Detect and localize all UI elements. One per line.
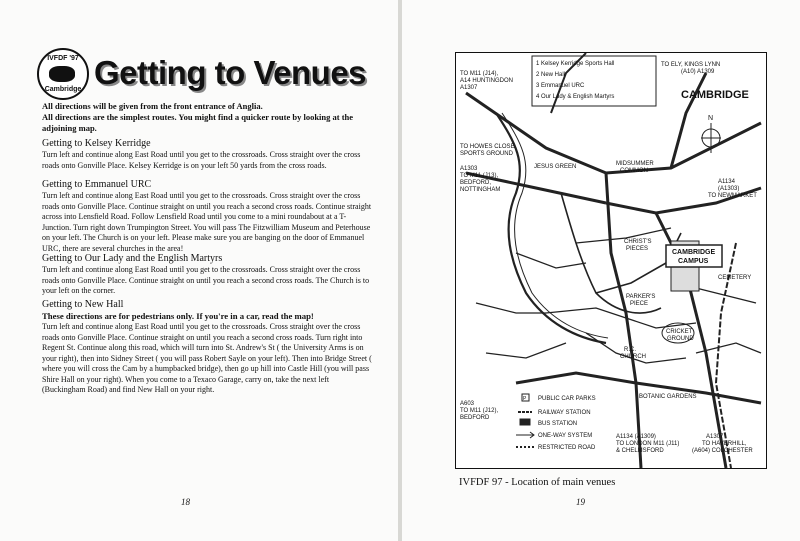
place-christs: CHRIST'S: [624, 239, 652, 245]
legend-bus: BUS STATION: [538, 421, 578, 427]
venue-list-4: 4 Our Lady & English Martyrs: [536, 94, 615, 100]
dest-left-3: BEDFORD,: [460, 180, 492, 186]
dest-left-2: TO M11 (J13),: [460, 173, 499, 179]
venue-map: [455, 52, 767, 469]
dest-botmid-3: & CHELMSFORD: [616, 448, 664, 454]
place-piece: PIECE: [630, 301, 649, 307]
road-south: [606, 173, 641, 468]
logo-bottom-text: Cambridge: [44, 86, 82, 93]
intro-text: [42, 101, 372, 134]
section-heading: Getting to Our Lady and the English Martyrs: [42, 253, 223, 264]
dest-botmid-2: TO LONDON M11 (J11): [616, 441, 680, 447]
page-title: Getting to Venues: [94, 54, 367, 91]
map-caption: IVFDF 97 - Location of main venues: [459, 477, 616, 488]
section-heading: Getting to Kelsey Kerridge: [42, 138, 151, 149]
section-new-hall: [42, 298, 372, 396]
dest-right-2: (A1303): [718, 186, 740, 192]
dest-botright-1: A1307: [706, 434, 724, 440]
place-cemetery: CEMETERY: [718, 275, 752, 281]
section-body: Turn left and continue along East Road until you get to the crossroads. Cross straight over the cross roads onto Gonville Place. Continue straight on until you reach a second cross roads. The Church is to your left on the corner.: [42, 265, 370, 295]
dest-left-4: NOTTINGHAM: [460, 187, 501, 193]
section-heading: Getting to Emmanuel URC: [42, 179, 152, 190]
map-city-label: CAMBRIDGE: [681, 89, 749, 101]
dest-right-3: TO NEWMARKET: [708, 193, 757, 199]
dest-botmid-1: A1134 (A1309): [616, 434, 656, 440]
river-bank: [502, 113, 608, 338]
section-our-lady: [42, 252, 372, 297]
page-number-right: 19: [576, 497, 585, 507]
dest-topleft-1: TO M11 (J14),: [460, 71, 499, 77]
dest-midleft-2: SPORTS GROUND: [460, 151, 513, 157]
legend-oneway: ONE-WAY SYSTEM: [538, 433, 593, 439]
dest-topleft-3: A1307: [460, 85, 478, 91]
dest-botleft-1: A603: [460, 401, 475, 407]
place-church: CHURCH: [620, 354, 646, 360]
dest-topleft-2: A14 HUNTINGDON: [460, 78, 514, 84]
dest-botright-3: (A604) COLCHESTER: [692, 448, 753, 454]
section-body: Turn left and continue along East Road until you get to the crossroads. Cross straight over the cross roads onto Gonville Place. Kelsey Kerridge is on your left 50 yards from the cross roads.: [42, 150, 361, 170]
north-label: N: [708, 115, 714, 122]
intro-line-2: All directions are the simplest routes. You might find a quicker route by looking at the adjoining map.: [42, 112, 354, 133]
place-botanic: BOTANIC GARDENS: [639, 394, 697, 400]
legend-car-parks: PUBLIC CAR PARKS: [538, 396, 596, 402]
place-ground: GROUND: [667, 336, 694, 342]
place-jesus-green: JESUS GREEN: [534, 164, 577, 170]
place-pieces: PIECES: [626, 246, 649, 252]
section-kelsey-kerridge: [42, 137, 372, 171]
intro-line-1: All directions will be given from the front entrance of Anglia.: [42, 101, 263, 111]
legend-railway: RAILWAY STATION: [538, 410, 591, 416]
dest-botright-2: TO HAVERHILL,: [702, 441, 747, 447]
place-rc: R.C.: [624, 347, 636, 353]
campus-label-1: CAMBRIDGE: [672, 249, 716, 256]
venue-list-3: 3 Emmanuel URC: [536, 83, 585, 89]
dest-botleft-3: BEDFORD: [460, 415, 490, 421]
dest-topright-1: TO ELY, KINGS LYNN: [661, 62, 721, 68]
legend-restricted: RESTRICTED ROAD: [538, 445, 596, 451]
north-arrow: [701, 123, 721, 153]
legend-car-letter: P: [523, 396, 527, 402]
dest-left-1: A1303: [460, 166, 478, 172]
place-cricket: CRICKET: [666, 329, 693, 335]
place-common: COMMON: [620, 168, 648, 174]
map-drawing: [456, 53, 766, 468]
place-midsummer: MIDSUMMER: [616, 161, 654, 167]
section-heading: Getting to New Hall: [42, 299, 124, 310]
venue-list-1: 1 Kelsey Kerridge Sports Hall: [536, 61, 615, 67]
section-emmanuel-urc: [42, 178, 372, 254]
campus-label-2: CAMPUS: [678, 258, 709, 265]
logo-top-text: IVFDF '97: [47, 55, 79, 62]
dest-botleft-2: TO M11 (J12),: [460, 408, 499, 414]
dest-right-1: A1134: [718, 179, 735, 185]
venue-list-2: 2 New Hall: [536, 72, 566, 78]
dest-topright-2: (A10) A1309: [681, 69, 715, 75]
dest-midleft-1: TO HOWES CLOSE: [460, 144, 515, 150]
page-number-left: 18: [181, 497, 190, 507]
ivfdf-logo: [37, 48, 89, 100]
section-note: These directions are for pedestrians only. If you're in a car, read the map!: [42, 311, 314, 321]
legend-bus-symbol: [520, 419, 530, 425]
place-parkers: PARKER'S: [626, 294, 656, 300]
section-body: Turn left and continue along East Road until you get to the crossroads. Cross straight over the cross roads onto Gonville Place. Continue straight on until you reach a second cross roads. Turn right into Regent St. Continue along this road, which will turn into St. Andrew's St ( the University Arms is on your right), then into Sidney Street ( you will pass Robert Sayle on your left). Then into Bridge Street ( where you will cross the Cam by a humpbacked bridge), then go up hill into Castle Hill (you will pass Shire Hall on your right). When you come to a Texaco Garage, carry on, take the next left (Buckingham Road) and find New Hall on your right.: [42, 322, 372, 394]
section-body: Turn left and continue along East Road until you get to the crossroads. Cross straight over the cross roads onto Gonville Place. Continue straight on until you reach a second cross roads. Continue straight across into Lensfield Road. Follow Lensfield Road until you come to a mini roundabout at a T-Junction. Turn right down Trumpington Street. You will pass The Fitzwilliam Museum and Peterhouse on your left. The Church is on your left. Please make sure you are banging on the door of Emmanuel URC, there are several churches in the area!: [42, 191, 372, 253]
logo-emblem: [49, 66, 75, 82]
legend-oneway-symbol: [516, 432, 534, 438]
